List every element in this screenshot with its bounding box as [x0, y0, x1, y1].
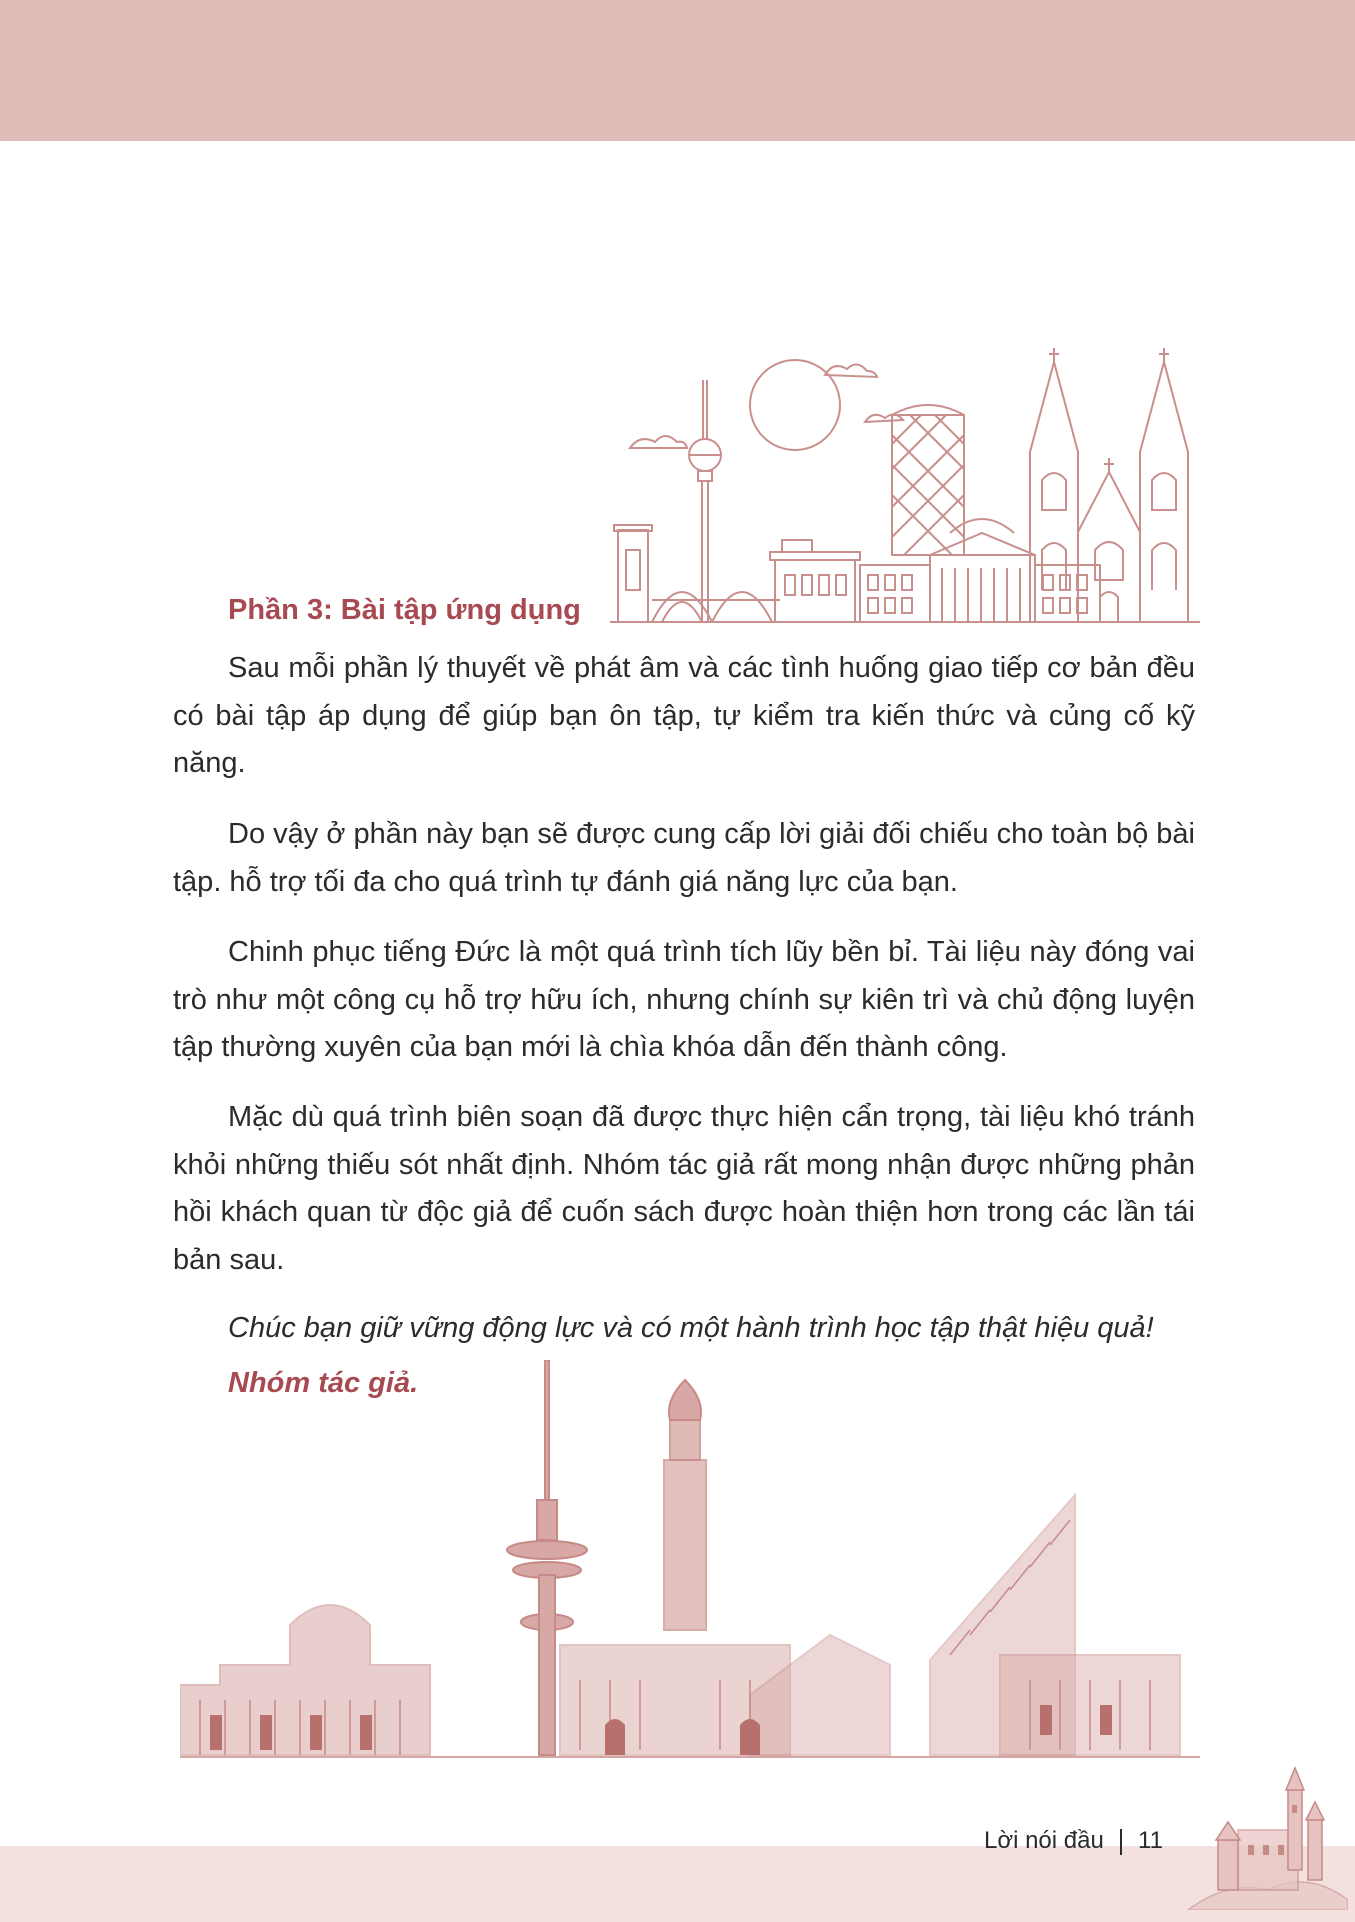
section-heading: Phần 3: Bài tập ứng dụng: [228, 594, 581, 626]
page-number: 11: [1138, 1827, 1163, 1854]
author-signature: Nhóm tác giả.: [228, 1367, 419, 1399]
footer-separator: [1120, 1829, 1122, 1855]
berlin-skyline-illustration: [610, 330, 1200, 626]
paragraph-answers: Do vậy ở phần này bạn sẽ được cung cấp lời giải đối chiếu cho toàn bộ bài tập. hỗ trợ tối đa cho quá trình tự đánh giá năng lực của bạn.: [173, 818, 1195, 898]
paragraph-exercises: Sau mỗi phần lý thuyết về phát âm và các tình huống giao tiếp cơ bản đều có bài tập áp dụng để giúp bạn ôn tập, tự kiểm tra kiến thức và củng cố kỹ năng.: [173, 652, 1195, 779]
footer-band: [0, 1846, 1355, 1922]
castle-illustration: [1178, 1760, 1348, 1910]
paragraph-motivation: Chinh phục tiếng Đức là một quá trình tích lũy bền bỉ. Tài liệu này đóng vai trò như một công cụ hỗ trợ hữu ích, nhưng chính sự kiên trì và chủ động luyện tập thường xuyên của bạn mới là chìa khóa dẫn đến thành công.: [173, 936, 1195, 1063]
header-band: [0, 0, 1355, 141]
paragraph-feedback: Mặc dù quá trình biên soạn đã được thực hiện cẩn trọng, tài liệu khó tránh khỏi những thiếu sót nhất định. Nhóm tác giả rất mong nhận được những phản hồi khách quan từ độc giả để cuốn sách được hoàn thiện hơn trong các lần tái bản sau.: [173, 1101, 1195, 1276]
dresden-skyline-illustration: [180, 1360, 1200, 1765]
footer-chapter-label: Lời nói đầu: [984, 1827, 1104, 1854]
closing-wish: Chúc bạn giữ vững động lực và có một hành trình học tập thật hiệu quả!: [228, 1312, 1154, 1344]
